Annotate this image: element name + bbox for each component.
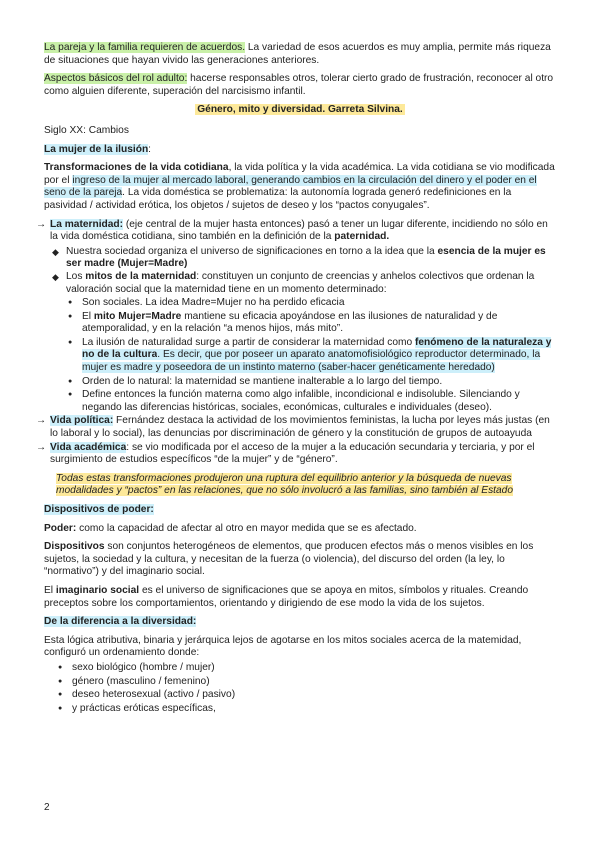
ordering-list bbox=[56, 662, 556, 715]
siglo-line: Siglo XX: Cambios bbox=[44, 124, 129, 136]
paragraph-acuerdos: La pareja y la familia requieren de acuerdos. La variedad de esos acuerdos es muy amplia, permite más riqueza de situaciones que hayan vivido las generaciones anteriores. bbox=[44, 42, 551, 66]
list-item-esencia: ◆ Nuestra sociedad organiza el universo de significaciones en torno a la idea que la esencia de la mujer es ser madre (Mujer=Madre) bbox=[52, 246, 556, 271]
list-item: ● Define entonces la función materna como algo infalible, incondicional e indisoluble. Silenciando y negando las diferencias históricas, sociales, económicas, culturales e individuales (deseo). bbox=[68, 389, 556, 414]
list-item: ● y prácticas eróticas específicas, bbox=[58, 703, 556, 716]
diamond-list bbox=[50, 246, 556, 415]
document-page bbox=[44, 42, 556, 716]
list-item: ● género (masculino / femenino) bbox=[58, 676, 556, 689]
list-item-vida-politica: → Vida política: Fernández destaca la actividad de los movimientos feministas, la lucha por leyes más justas (en lo laboral y lo social), las denuncias por discriminación de género y la constitución de grupos de autoayuda bbox=[36, 415, 556, 440]
paragraph-poder: Poder: como la capacidad de afectar al otro en mayor medida que se es afectado. bbox=[44, 522, 417, 534]
list-item: ● El mito Mujer=Madre mantiene su eficacia apoyándose en las ilusiones de naturalidad y de atemporalidad, y en la relación “a menos hijos, más mito”. bbox=[68, 311, 556, 336]
list-item: ● La ilusión de naturalidad surge a partir de considerar la maternidad como fenómeno de la naturaleza y no de la cultura. Es decir, que por poseer un aparato anatomofisiológico reproductor determinado, la mujer es madre y poseedora de un instinto materno (saber-hacer genéticamente heredado) bbox=[68, 337, 556, 375]
section-title: Género, mito y diversidad. Garreta Silvina. bbox=[197, 104, 403, 116]
paragraph-dispositivos: Dispositivos son conjuntos heterogéneos de elementos, que producen efectos más o menos visibles en los sujetos, la sociedad y la cultura, y necesitan de la fuerza (o violencia), del discurso del orden (la ley, lo “normativo”) y del imaginario social. bbox=[44, 541, 534, 578]
paragraph-logica: Esta lógica atributiva, binaria y jerárquica lejos de agotarse en los mitos sociales acerca de la matemidad, configuró un ordenamiento donde: bbox=[44, 634, 522, 659]
list-item: ● Orden de lo natural: la maternidad se mantiene inalterable a lo largo del tiempo. bbox=[68, 376, 556, 389]
list-item: ● sexo biológico (hombre / mujer) bbox=[58, 662, 556, 675]
list-item: ● Son sociales. La idea Madre=Mujer no ha perdido eficacia bbox=[68, 297, 556, 310]
page-number: 2 bbox=[44, 802, 50, 813]
list-item-maternidad: → La maternidad: (eje central de la mujer hasta entonces) pasó a tener un lugar diferente, incidiendo no sólo en la vida doméstica cotidiana, sino también en la definición de la paternidad. ◆ Nuestra sociedad organiza el universo de significaciones en torno a la idea que la esencia de la mujer es ser madre (Mujer=Madre) ◆ Los mitos de la maternidad: constituyen un conjunto de creencias y anhelos colectivos que ordenan la valoración social que la maternidad tiene en un momento determinado: ● Son sociales. La idea Madre=Mujer no ha perdido eficacia ● El mito Mujer=Madre mantiene su eficacia apoyándose en las ilusiones de naturalidad y de atemporalidad, y en la relación “a menos hijos, más mito”. ● La ilusión de naturalidad surge a partir de considerar la maternidad como fenómeno de la naturaleza y no de la cultura. Es decir, que por poseer un aparato anatomofisiológico reproductor determinado, la mujer es madre y poseedora de un instinto materno (saber-hacer genéticamente heredado) ● Orden de lo natural: la maternidad se mantiene inalterable a lo largo del tiempo. ● Define entonces la función materna como algo infalible, incondicional e indisoluble. Silenciando y negando las diferencias históricas, sociales, económicas, culturales e individuales (deseo). bbox=[36, 219, 556, 415]
heading-diferencia: De la diferencia a la diversidad: bbox=[44, 616, 197, 628]
italic-summary: Todas estas transformaciones produjeron una ruptura del equilibrio anterior y la búsqueda de nuevas modalidades y “pactos” en las relaciones, que no sólo involucró a las familias, sino también al Estado bbox=[56, 472, 513, 497]
list-item-mitos: ◆ Los mitos de la maternidad: constituyen un conjunto de creencias y anhelos colectivos que ordenan la valoración social que la maternidad tiene en un momento determinado: ● Son sociales. La idea Madre=Mujer no ha perdido eficacia ● El mito Mujer=Madre mantiene su eficacia apoyándose en las ilusiones de naturalidad y de atemporalidad, y en la relación “a menos hijos, más mito”. ● La ilusión de naturalidad surge a partir de considerar la maternidad como fenómeno de la naturaleza y no de la cultura. Es decir, que por poseer un aparato anatomofisiológico reproductor determinado, la mujer es madre y poseedora de un instinto materno (saber-hacer genéticamente heredado) ● Orden de lo natural: la maternidad se mantiene inalterable a lo largo del tiempo. ● Define entonces la función materna como algo infalible, incondicional e indisoluble. Silenciando y negando las diferencias históricas, sociales, económicas, culturales e individuales (deseo). bbox=[52, 271, 556, 415]
paragraph-transformaciones: Transformaciones de la vida cotidiana, la vida política y la vida académica. La vida cotidiana se vio modificada por el ingreso de la mujer al mercado laboral, generando cambios en la circulación del dinero y el poder en el seno de la pareja. La vida doméstica se problematiza: la autonomía lograda generó redefiniciones en la pasividad / actividad erótica, los objetos / sujetos de deseo y los “pactos conyugales”. bbox=[44, 162, 555, 211]
arrow-list bbox=[36, 219, 556, 467]
paragraph-imaginario: El imaginario social es el universo de significaciones que se apoya en mitos, símbolos y rituales. Creando preceptos sobre los comportamientos, orientando y dirigiendo de ese modo la vida de los sujetos. bbox=[44, 584, 529, 609]
heading-dispositivos: Dispositivos de poder: bbox=[44, 504, 154, 515]
paragraph-rol-adulto: Aspectos básicos del rol adulto: hacerse responsables otros, tolerar cierto grado de frustración, reconocer al otro como alguien diferente, superación del narcisismo infantil. bbox=[44, 73, 554, 97]
list-item: ● deseo heterosexual (activo / pasivo) bbox=[58, 689, 556, 702]
heading-mujer-ilusion: La mujer de la ilusión: bbox=[44, 143, 152, 155]
dot-list bbox=[66, 297, 556, 414]
list-item-vida-academica: → Vida académica: se vio modificada por el acceso de la mujer a la educación secundaria y terciaria, y por el surgimiento de estudios específicos “de la mujer” y de “género”. bbox=[36, 442, 556, 467]
